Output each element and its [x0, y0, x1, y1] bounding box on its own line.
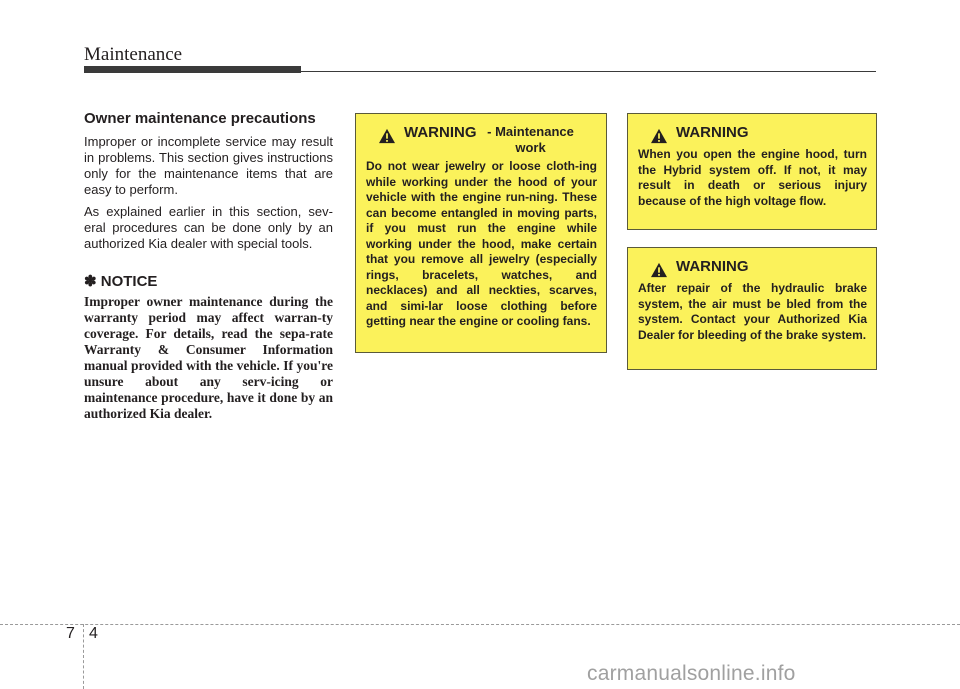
warning-text: Do not wear jewelry or loose cloth-ing while working under the hood of your vehicle with the engine run-ning. These can become entangled in moving parts, if you must run the engine while working under the hood, make certain that you remove all jewelry (especially rings, bracelets, watches, and necklaces) and all neckties, scarves, and simi-lar loose clothing before getting near the engine or cooling fans.	[366, 159, 597, 328]
warning-subtitle: - Maintenance work	[487, 124, 574, 155]
warning-triangle-icon	[650, 128, 668, 144]
warning-triangle-icon	[650, 262, 668, 278]
warning-text: After repair of the hydraulic brake system, the air must be bled from the system. Contact your Authorized Kia Dealer for bleeding of the brake system.	[638, 281, 867, 342]
warning-box-brake	[627, 247, 877, 370]
warning-title: WARNING	[676, 124, 749, 141]
warning-title: WARNING	[404, 124, 477, 141]
left-column	[84, 110, 333, 422]
page-number: 4	[89, 625, 98, 642]
page-header-title: Maintenance	[84, 44, 183, 65]
page-chapter-number: 7	[66, 625, 75, 642]
warning-title: WARNING	[676, 258, 749, 275]
warning-triangle-icon	[378, 128, 396, 144]
footer-rule	[0, 624, 960, 625]
notice-text: Improper owner maintenance during the warranty period may affect warran-ty coverage. For details, read the sepa-rate Warranty & Consumer Information manual provided with the vehicle. If you're unsure about any serv-icing or maintenance procedure, have it done by an authorized Kia dealer.	[84, 294, 333, 421]
header-rule-thick	[84, 66, 301, 73]
notice-title: ✽ NOTICE	[84, 273, 158, 290]
paragraph-intro: Improper or incomplete service may result in problems. This section gives instructions only for the maintenance items that are easy to perform.	[84, 134, 333, 197]
header-rule-thin	[301, 71, 876, 72]
paragraph-dealer: As explained earlier in this section, sev-eral procedures can be done only by an authorized Kia dealer with special tools.	[84, 204, 333, 251]
warning-header	[366, 124, 597, 156]
warning-text: When you open the engine hood, turn the Hybrid system off. If not, it may result in death or serious injury because of the high voltage flow.	[638, 147, 867, 208]
warning-header	[638, 124, 867, 144]
footer-divider	[83, 624, 84, 689]
warning-box-maintenance	[355, 113, 607, 353]
watermark: carmanualsonline.info	[587, 662, 796, 685]
warning-header	[638, 258, 867, 278]
warning-box-hood	[627, 113, 877, 230]
section-title: Owner maintenance precautions	[84, 110, 316, 127]
